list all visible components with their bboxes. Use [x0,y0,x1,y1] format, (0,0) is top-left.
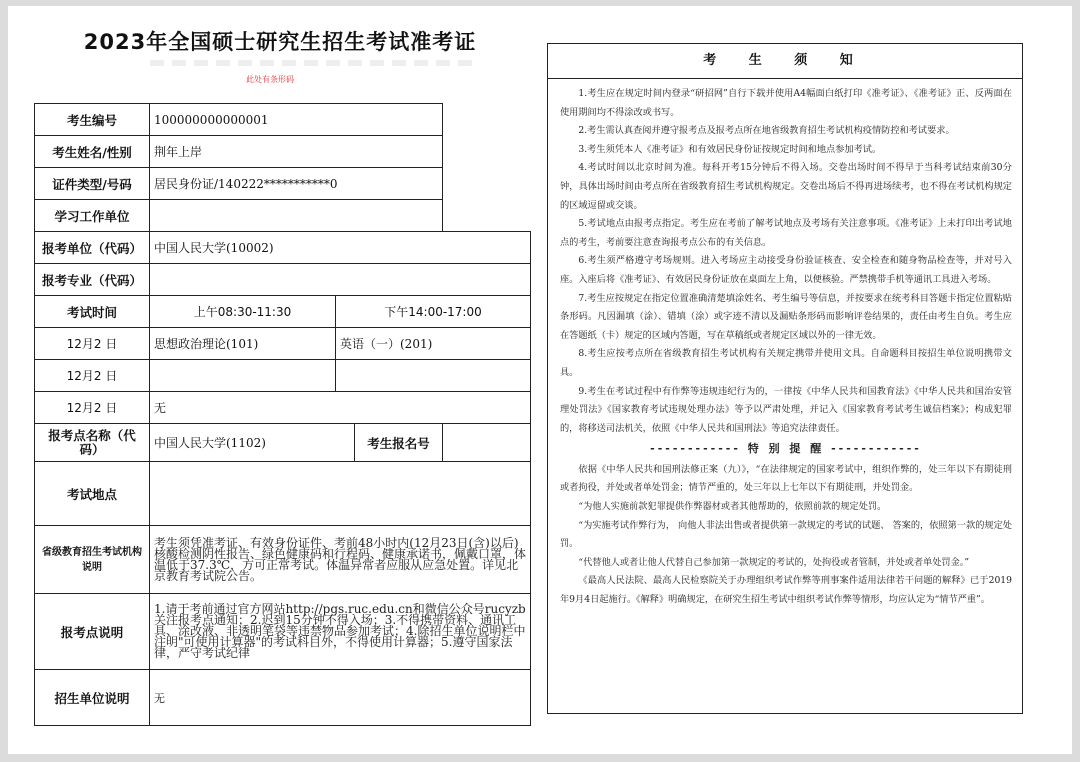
reminder-item: “为实施考试作弊行为， 向他人非法出售或者提供第一款规定的考试的试题、 答案的，依照第一款的规定处罚。 [560,519,1012,550]
notice-item: 7.考生应按规定在指定位置准确清楚填涂姓名、考生编号等信息，并按要求在统考科目答题卡指定位置粘贴条形码。凡因漏填（涂）、错填（涂）或字迹不清以及漏贴条形码而影响评卷结果的，责任由考生自负。考生应在答题纸（卡）规定的区域内答题，写在草稿纸或者规定区域以外的一律无效。 [560,292,1012,341]
exam-time-pm: 下午14:00-17:00 [336,296,531,328]
notice-item: 6.考生须严格遵守考场规则。进入考场应主动接受身份验证核查、安全检查和随身物品检查等，并对号入座。入座后将《准考证》、有效居民身份证放在桌面左上角，以便核验。严禁携带手机等通讯工具进入考场。 [560,255,1012,285]
work-unit-value [150,200,443,232]
day1-am-subject: 思想政治理论(101) [150,328,336,360]
day3-date: 12月2 日 [35,392,150,424]
row-unit-note [35,670,531,726]
notice-item: 2.考生需认真查阅并遵守报考点及报考点所在地省级教育招生考试机构疫情防控和考试要求。 [578,125,955,137]
candidate-notice-box [547,43,1023,714]
apply-unit-value: 中国人民大学(10002) [150,232,531,264]
notice-item: 4.考试时间以北京时间为准。每科开考15分钟后不得入场。交卷出场时间不得早于当科考试结束前30分钟，具体出场时间由考点所在省级教育招生考试机构规定。交卷出场后不得再进场续考，也不得在考试机构规定的区域逗留或交谈。 [560,162,1012,211]
special-reminder-heading: ------------ 特 别 提 醒 ------------ [650,442,922,456]
row-day-2 [35,360,531,392]
notice-item: 3.考生须凭本人《准考证》和有效居民身份证按规定时间和地点参加考试。 [578,143,882,155]
row-candidate-no [35,104,531,136]
barcode-placeholder: 此处有条形码 [246,75,294,84]
exam-place-value [150,462,531,526]
apply-unit-label: 报考单位（代码） [35,232,150,264]
site-note-label: 报考点说明 [35,594,150,670]
candidate-no-value: 100000000000001 [150,104,443,136]
candidate-info-table [34,103,531,726]
id-type-label: 证件类型/号码 [35,168,150,200]
day2-pm-subject [336,360,531,392]
province-note-text: 考生须凭准考证、有效身份证件、考前48小时内(12月23日(含)以后)核酸检测阴性报告、绿色健康码和行程码、健康承诺书，佩戴口罩，体温低于37.3℃，方可正常考试。体温异常者应服从应急处置。详见北京教育考试院公告。 [150,526,531,594]
row-apply-major [35,264,531,296]
unit-note-value: 无 [150,670,531,726]
row-site-note [35,594,531,670]
reminder-item: 《最高人民法院、最高人民检察院关于办理组织考试作弊等刑事案件适用法律若干问题的解释》已于2019年9月4日起施行。《解释》明确规定，在研究生招生考试中组织考试作弊等情形，均应认定为“情节严重”。 [560,575,1012,606]
row-apply-unit [35,232,531,264]
apply-major-label: 报考专业（代码） [35,264,150,296]
unit-note-label: 招生单位说明 [35,670,150,726]
exam-place-label: 考试地点 [35,462,150,526]
notice-item: 5.考试地点由报考点指定。考生应在考前了解考试地点及考场有关注意事项。《准考证》上未打印出考试地点的考生，考前要注意查询报考点公布的有关信息。 [560,218,1012,248]
row-day-3 [35,392,531,424]
id-type-value: 居民身份证/140222***********0 [150,168,443,200]
photo-area [443,104,531,232]
day2-date: 12月2 日 [35,360,150,392]
page-title: 2023年全国硕士研究生招生考试准考证 [83,30,477,54]
candidate-no-label: 考生编号 [35,104,150,136]
row-exam-time [35,296,531,328]
notice-item: 1.考生应在规定时间内登录“研招网”自行下载并使用A4幅面白纸打印《准考证》、《准考证》正、反两面在使用期间均不得涂改或书写。 [560,88,1012,118]
row-exam-place [35,462,531,526]
notice-item: 8.考生应按考点所在省级教育招生考试机构有关规定携带并使用文具。自命题科目按招生单位说明携带文具。 [560,348,1012,378]
reg-no-value [443,424,531,462]
site-name-label: 报考点名称（代码） [35,424,150,462]
reminder-item: “代替他人或者让他人代替自己参加第一款规定的考试的，处拘役或者管制，并处或者单处罚金。” [578,556,970,568]
day1-pm-subject: 英语（一）(201) [336,328,531,360]
apply-major-value [150,264,531,296]
day1-date: 12月2 日 [35,328,150,360]
notice-body [548,79,1022,610]
reminder-item: 依据《中华人民共和国刑法修正案（九）》，“在法律规定的国家考试中，组织作弊的，处三年以下有期徒刑或者拘役，并处或者单处罚金；情节严重的，处三年以上七年以下有期徒刑，并处罚金。 [560,463,1012,494]
day2-am-subject [150,360,336,392]
province-note-label: 省级教育招生考试机构说明 [35,526,150,594]
row-day-1 [35,328,531,360]
faded-header-text [150,60,480,66]
row-province-note [35,526,531,594]
notice-heading: 考 生 须 知 [548,44,1022,79]
site-note-text: 1.请于考前通过官方网站http://pgs.ruc.edu.cn和微信公众号rucyzb关注报考点通知；2.迟到15分钟不得入场；3.不得携带资料、通讯工具、涂改液、非透明笔袋等违禁物品参加考试；4.除招生单位说明栏中注明"可使用计算器"的考试科目外，不得使用计算器；5.遵守国家法律，严守考试纪律 [150,594,531,670]
name-gender-value: 荆年上岸 [150,136,443,168]
name-gender-label: 考生姓名/性别 [35,136,150,168]
day3-subject: 无 [150,392,531,424]
work-unit-label: 学习工作单位 [35,200,150,232]
row-site-name [35,424,531,462]
exam-time-am: 上午08:30-11:30 [150,296,336,328]
notice-item: 9.考生在考试过程中有作弊等违规违纪行为的，一律按《中华人民共和国教育法》《中华人民共和国治安管理处罚法》《国家教育考试违规处理办法》等予以严肃处理，并记入《国家教育考试考生诚信档案》；构成犯罪的，将移送司法机关，依照《中华人民共和国刑法》等追究法律责任。 [560,385,1012,434]
reminder-item: “为他人实施前款犯罪提供作弊器材或者其他帮助的，依照前款的规定处罚。 [578,501,887,513]
reg-no-label: 考生报名号 [355,424,443,462]
site-name-value: 中国人民大学(1102) [150,424,355,462]
exam-time-label: 考试时间 [35,296,150,328]
